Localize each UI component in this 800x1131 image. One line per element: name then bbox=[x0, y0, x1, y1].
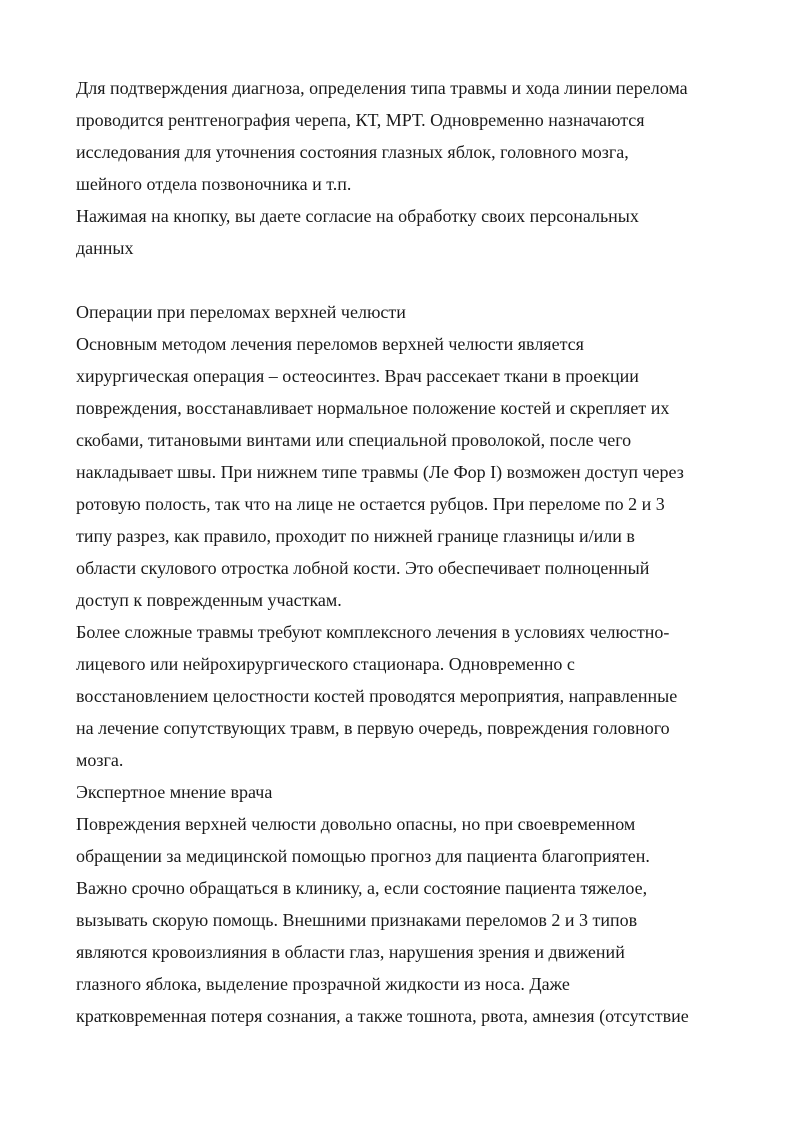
paragraph-expert-text: Повреждения верхней челюсти довольно опасны, но при своевременном обращении за медицинской помощью прогноз для пациента благоприятен. Важно срочно обращаться в клинику, а, если состояние пациента тяжелое, вызывать скорую помощь. Внешними признаками переломов 2 и 3 типов являются кровоизлияния в области глаз, нарушения зрения и движений глазного яблока, выделение прозрачной жидкости из носа. Даже кратковременная потеря сознания, а также тошнота, рвота, амнезия (отсутствие bbox=[76, 814, 689, 1026]
paragraph-gap bbox=[76, 264, 736, 296]
paragraph-consent: Нажимая на кнопку, вы даете согласие на обработку своих персональных данных bbox=[76, 206, 639, 258]
heading-operations: Операции при переломах верхней челюсти bbox=[76, 302, 406, 322]
paragraph-complex-injuries: Более сложные травмы требуют комплексного лечения в условиях челюстно- лицевого или нейрохирургического стационара. Одновременно с восстановлением целостности костей проводятся мероприятия, направленные на лечение сопутствующих травм, в первую очередь, повреждения головного мозга. bbox=[76, 622, 678, 770]
heading-expert-opinion: Экспертное мнение врача bbox=[76, 782, 273, 802]
paragraph-osteosynthesis: Основным методом лечения переломов верхней челюсти является хирургическая операция – остеосинтез. Врач рассекает ткани в проекции повреждения, восстанавливает нормальное положение костей и скрепляет их скобами, титановыми винтами или специальной проволокой, после чего накладывает швы. При нижнем типе травмы (Ле Фор I) возможен доступ через ротовую полость, так что на лице не остается рубцов. При переломе по 2 и 3 типу разрез, как правило, проходит по нижней границе глазницы и/или в области скулового отростка лобной кости. Это обеспечивает полноценный доступ к поврежденным участкам. bbox=[76, 334, 684, 610]
paragraph-diagnosis: Для подтверждения диагноза, определения типа травмы и хода линии перелома проводится рентгенография черепа, КТ, МРТ. Одновременно назначаются исследования для уточнения состояния глазных яблок, головного мозга, шейного отдела позвоночника и т.п. bbox=[76, 78, 688, 194]
document-page bbox=[76, 72, 736, 1032]
